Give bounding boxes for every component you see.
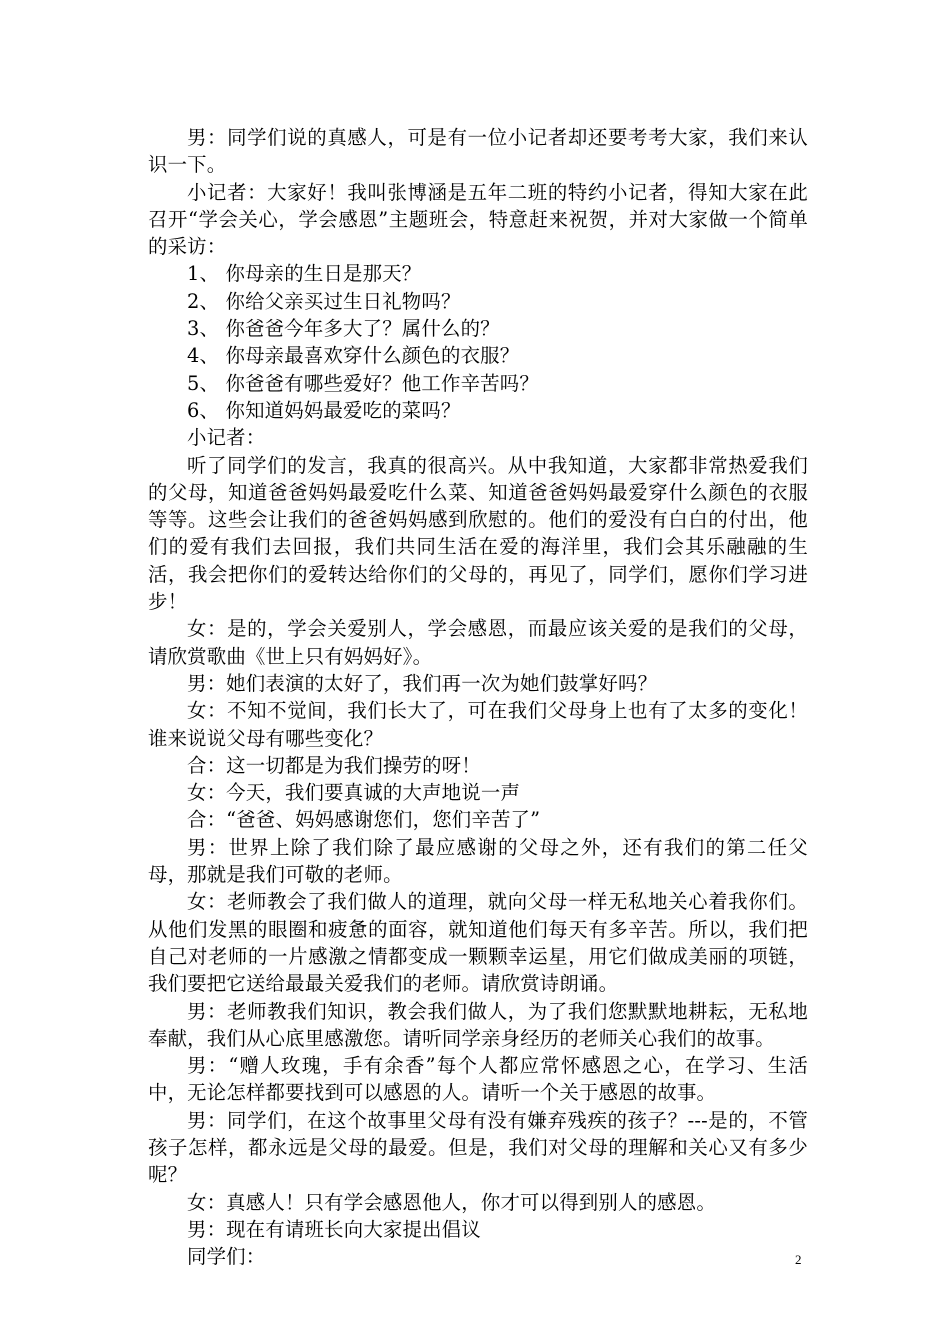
paragraph: 女：老师教会了我们做人的道理，就向父母一样无私地关心着我你们。从他们发黑的眼圈和疲惫的面容，就知道他们每天有多辛苦。所以，我们把自己对老师的一片感激之情都变成一颗颗幸运星，用它们做成美丽的项链，我们要把它送给最最关爱我们的老师。请欣赏诗朗诵。 [148, 890, 808, 996]
paragraph: 男：同学们，在这个故事里父母有没有嫌弃残疾的孩子？---是的，不管孩子怎样，都永远是父母的最爱。但是，我们对父母的理解和关心又有多少呢？ [148, 1108, 808, 1187]
paragraph: 女：今天，我们要真诚的大声地说一声 [187, 781, 521, 805]
paragraph: 小记者： [187, 426, 266, 450]
paragraph: 同学们： [187, 1245, 266, 1269]
paragraph: 男：现在有请班长向大家提出倡议 [187, 1217, 481, 1241]
paragraph: 男：世界上除了我们除了最应感谢的父母之外，还有我们的第二任父母，那就是我们可敬的老师。 [148, 835, 808, 887]
paragraph: 女：不知不觉间，我们长大了，可在我们父母身上也有了太多的变化！谁来说说父母有哪些变化？ [148, 699, 808, 750]
paragraph: 女：是的，学会关爱别人，学会感恩，而最应该关爱的是我们的父母，请欣赏歌曲《世上只有妈妈好》。 [148, 617, 808, 668]
paragraph: 男：“赠人玫瑰，手有余香”每个人都应常怀感恩之心，在学习、生活中，无论怎样都要找到可以感恩的人。请听一个关于感恩的故事。 [148, 1054, 808, 1105]
paragraph: 男：同学们说的真感人，可是有一位小记者却还要考考大家，我们来认识一下。 [148, 126, 808, 177]
paragraph: 女：真感人！只有学会感恩他人，你才可以得到别人的感恩。 [187, 1190, 716, 1214]
page-number: 2 [795, 1252, 802, 1267]
list-item: 5、 你爸爸有哪些爱好？他工作辛苦吗？ [187, 371, 539, 395]
paragraph: 小记者：大家好！我叫张博涵是五年二班的特约小记者，得知大家在此召开“学会关心，学会感恩”主题班会，特意赶来祝贺，并对大家做一个简单的采访： [148, 180, 808, 259]
paragraph: 听了同学们的发言，我真的很高兴。从中我知道，大家都非常热爱我们的父母，知道爸爸妈妈最爱吃什么菜、知道爸爸妈妈最爱穿什么颜色的衣服等等。这些会让我们的爸爸妈妈感到欣慰的。他们的爱没有白白的付出，他们的爱有我们去回报，我们共同生活在爱的海洋里，我们会其乐融融的生活，我会把你们的爱转达给你们的父母的，再见了，同学们，愿你们学习进步！ [148, 453, 808, 614]
list-item: 6、 你知道妈妈最爱吃的菜吗？ [187, 398, 461, 422]
paragraph: 男：她们表演的太好了，我们再一次为她们鼓掌好吗？ [187, 671, 658, 695]
paragraph: 合：“爸爸、妈妈感谢您们，您们辛苦了” [187, 808, 541, 832]
paragraph: 合：这一切都是为我们操劳的呀！ [187, 753, 481, 777]
list-item: 2、 你给父亲买过生日礼物吗？ [187, 289, 461, 313]
document-body [148, 124, 808, 1270]
paragraph: 男：老师教我们知识，教会我们做人，为了我们您默默地耕耘，无私地奉献，我们从心底里感激您。请听同学亲身经历的老师关心我们的故事。 [148, 999, 808, 1050]
list-item: 3、 你爸爸今年多大了？属什么的？ [187, 317, 500, 341]
list-item: 4、 你母亲最喜欢穿什么颜色的衣服？ [187, 344, 520, 368]
list-item: 1、 你母亲的生日是那天？ [187, 262, 422, 286]
